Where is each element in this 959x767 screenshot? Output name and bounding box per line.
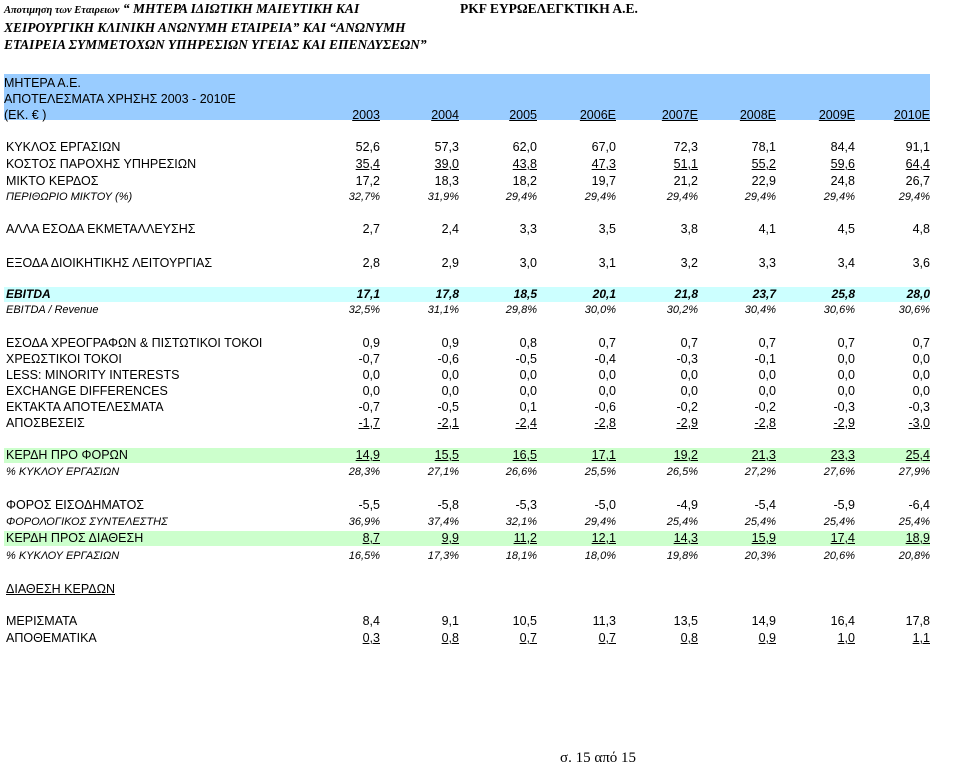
cell-value: 52,6 [355,140,380,154]
cell-value: 2,8 [362,256,380,270]
table-row [4,222,930,237]
cell-value: 0,0 [441,384,459,398]
cell-value: 37,4% [427,516,459,528]
cell-value: 17,8 [905,614,930,628]
cell-value: 12,1 [591,531,616,545]
header-line3: ΕΤΑΙΡΕΙΑ ΣΥΜΜΕΤΟΧΩΝ ΥΠΗΡΕΣΙΩΝ ΥΓΕΙΑΣ ΚΑΙ ΕΠΕΝΔΥΣΕΩΝ” [4,37,427,52]
cell-value: 30,4% [744,304,776,316]
cell-value: 3,0 [519,256,537,270]
table-row [4,174,930,189]
cell-value: 22,9 [751,174,776,188]
table-row [4,157,930,172]
cell-value: 72,3 [673,140,698,154]
cell-value: 20,6% [823,550,855,562]
cell-value: 0,9 [758,631,776,645]
table-row [4,400,930,415]
cell-value: 23,3 [830,448,855,462]
cell-value: 51,1 [673,157,698,171]
cell-value: 18,3 [434,174,459,188]
table-row [4,256,930,271]
year-header: 2010Ε [893,108,930,122]
row-label: ΑΛΛΑ ΕΣΟΔΑ ΕΚΜΕΤΑΛΛΕΥΣΗΣ [6,222,196,236]
row-label: ΔΙΑΘΕΣΗ ΚΕΡΔΩΝ [6,582,115,596]
cell-value: 47,3 [591,157,616,171]
cell-value: -5,4 [754,498,776,512]
cell-value: 26,6% [505,466,537,478]
cell-value: 8,7 [362,531,380,545]
cell-value: -0,7 [358,400,380,414]
cell-value: 0,0 [837,384,855,398]
cell-value: 0,9 [441,336,459,350]
cell-value: -5,8 [437,498,459,512]
cell-value: 59,6 [830,157,855,171]
row-label: ΠΕΡΙΘΩΡΙΟ ΜΙΚΤΟΥ (%) [6,191,133,203]
cell-value: 0,0 [912,368,930,382]
row-label: EXCHANGE DIFFERENCES [6,384,168,398]
cell-value: 15,9 [751,531,776,545]
cell-value: 25,4% [898,516,930,528]
cell-value: 27,1% [427,466,459,478]
cell-value: 29,4% [666,191,698,203]
cell-value: 2,9 [441,256,459,270]
row-label: EBITDA [6,287,51,301]
cell-value: 18,1% [505,550,537,562]
unit-label: (ΕΚ. € ) [4,108,47,122]
cell-value: 25,4% [823,516,855,528]
document-header [4,0,427,53]
cell-value: 27,9% [898,466,930,478]
cell-value: 11,2 [513,531,537,545]
cell-value: 16,4 [830,614,855,628]
cell-value: 0,8 [441,631,459,645]
cell-value: 0,7 [680,336,698,350]
cell-value: -6,4 [908,498,930,512]
cell-value: -0,4 [594,352,616,366]
cell-value: 14,3 [673,531,698,545]
header-line1a: Αποτιμηση των Εταιρειων [4,5,120,16]
cell-value: 25,4% [744,516,776,528]
cell-value: 18,5 [513,287,537,301]
cell-value: 0,8 [519,336,537,350]
table-row [4,336,930,351]
cell-value: 20,8% [898,550,930,562]
cell-value: 0,8 [680,631,698,645]
cell-value: 0,0 [758,368,776,382]
page-number: σ. 15 από 15 [560,750,637,766]
cell-value: 3,3 [758,256,776,270]
cell-value: 1,1 [912,631,930,645]
cell-value: -5,9 [833,498,855,512]
year-header: 2008Ε [739,108,776,122]
cell-value: 17,1 [356,287,380,301]
cell-value: 31,9% [427,191,459,203]
table-row [4,549,930,564]
cell-value: 62,0 [512,140,537,154]
row-label: LESS: MINORITY INTERESTS [6,368,180,382]
cell-value: 0,0 [837,352,855,366]
cell-value: 64,4 [905,157,930,171]
cell-value: 0,0 [912,384,930,398]
cell-value: 26,7 [905,174,930,188]
row-label: ΚΥΚΛΟΣ ΕΡΓΑΣΙΩΝ [6,140,121,154]
cell-value: 20,1 [592,287,616,301]
row-label: ΚΕΡΔΗ ΠΡΟ ΦΟΡΩΝ [6,448,128,462]
cell-value: -1,7 [358,416,380,430]
table-row [4,368,930,383]
cell-value: -0,2 [754,400,776,414]
cell-value: -0,7 [358,352,380,366]
cell-value: 18,2 [512,174,537,188]
cell-value: 67,0 [591,140,616,154]
cell-value: 0,3 [362,631,380,645]
row-label: ΚΟΣΤΟΣ ΠΑΡΟΧΗΣ ΥΠΗΡΕΣΙΩΝ [6,157,197,171]
cell-value: 29,4% [584,516,616,528]
cell-value: 2,4 [441,222,459,236]
row-label: ΕΣΟΔΑ ΧΡΕΟΓΡΑΦΩΝ & ΠΙΣΤΩΤΙΚΟΙ ΤΟΚΟΙ [6,336,263,350]
cell-value: -0,5 [515,352,537,366]
table-row [4,303,930,318]
cell-value: 11,3 [592,614,616,628]
cell-value: 27,2% [744,466,776,478]
cell-value: 19,7 [591,174,616,188]
cell-value: 19,2 [673,448,698,462]
cell-value: 21,8 [674,287,698,301]
cell-value: 17,4 [830,531,855,545]
cell-value: 30,6% [823,304,855,316]
cell-value: 25,4% [666,516,698,528]
cell-value: 14,9 [751,614,776,628]
cell-value: -0,5 [437,400,459,414]
table-row [4,352,930,367]
cell-value: 4,8 [912,222,930,236]
year-header: 2003 [352,108,380,122]
cell-value: 3,1 [598,256,616,270]
cell-value: 0,0 [680,384,698,398]
cell-value: 26,5% [666,466,698,478]
cell-value: 21,3 [751,448,776,462]
cell-value: 8,4 [362,614,380,628]
cell-value: 32,5% [348,304,380,316]
cell-value: 13,5 [673,614,698,628]
cell-value: 57,3 [434,140,459,154]
row-label: ΦΟΡΟΣ ΕΙΣΟΔΗΜΑΤΟΣ [6,498,145,512]
cell-value: 17,2 [355,174,380,188]
cell-value: 3,8 [680,222,698,236]
header-line1b: “ ΜΗΤΕΡΑ ΙΔΙΩΤΙΚΗ ΜΑΙΕΥΤΙΚΗ ΚΑΙ [119,1,360,16]
row-label: ΚΕΡΔΗ ΠΡΟΣ ΔΙΑΘΕΣΗ [6,531,144,545]
table-row [4,531,930,546]
cell-value: 2,7 [362,222,380,236]
row-label: ΑΠΟΘΕΜΑΤΙΚΑ [6,631,97,645]
cell-value: 0,7 [598,336,616,350]
cell-value: 19,8% [666,550,698,562]
cell-value: 28,3% [348,466,380,478]
year-header: 2005 [509,108,537,122]
cell-value: 39,0 [434,157,459,171]
cell-value: 0,7 [912,336,930,350]
row-label: ΧΡΕΩΣΤΙΚΟΙ ΤΟΚΟΙ [6,352,122,366]
row-label: % ΚΥΚΛΟΥ ΕΡΓΑΣΙΩΝ [6,466,120,478]
cell-value: -2,8 [594,416,616,430]
cell-value: 3,6 [912,256,930,270]
cell-value: 25,8 [831,287,855,301]
cell-value: 4,5 [837,222,855,236]
cell-value: 36,9% [348,516,380,528]
table-row [4,614,930,629]
cell-value: 30,6% [898,304,930,316]
table-row [4,416,930,431]
cell-value: 30,0% [584,304,616,316]
report-title: ΑΠΟΤΕΛΕΣΜΑΤΑ ΧΡΗΣΗΣ 2003 - 2010Ε [4,92,236,106]
cell-value: 0,0 [598,368,616,382]
cell-value: -0,3 [676,352,698,366]
cell-value: 55,2 [751,157,776,171]
company-name: ΜΗΤΕΡΑ Α.Ε. [4,76,81,90]
row-label: ΜΙΚΤΟ ΚΕΡΔΟΣ [6,174,99,188]
cell-value: -2,9 [676,416,698,430]
cell-value: 23,7 [752,287,776,301]
cell-value: 3,3 [519,222,537,236]
cell-value: 0,0 [362,368,380,382]
cell-value: 0,0 [837,368,855,382]
cell-value: -0,6 [437,352,459,366]
cell-value: 16,5% [348,550,380,562]
table-row [4,498,930,513]
cell-value: 21,2 [673,174,698,188]
row-label: ΕΚΤΑΚΤΑ ΑΠΟΤΕΛΕΣΜΑΤΑ [6,400,164,414]
cell-value: -2,9 [833,416,855,430]
cell-value: 29,4% [898,191,930,203]
cell-value: 0,9 [362,336,380,350]
cell-value: 14,9 [355,448,380,462]
cell-value: 0,0 [912,352,930,366]
cell-value: 29,8% [505,304,537,316]
cell-value: 84,4 [830,140,855,154]
cell-value: 0,0 [598,384,616,398]
row-label: % ΚΥΚΛΟΥ ΕΡΓΑΣΙΩΝ [6,550,120,562]
cell-value: 0,7 [598,631,616,645]
cell-value: 15,5 [434,448,459,462]
cell-value: -5,5 [358,498,380,512]
row-label: ΦΟΡΟΛΟΓΙΚΟΣ ΣΥΝΤΕΛΕΣΤΗΣ [6,516,168,528]
cell-value: 4,1 [758,222,776,236]
cell-value: 0,0 [441,368,459,382]
cell-value: 17,8 [435,287,459,301]
row-label: ΕΞΟΔΑ ΔΙΟΙΚΗΤΙΚΗΣ ΛΕΙΤΟΥΡΓΙΑΣ [6,256,213,270]
cell-value: 3,5 [598,222,616,236]
cell-value: 18,0% [584,550,616,562]
cell-value: 29,4% [744,191,776,203]
year-header: 2006Ε [579,108,616,122]
cell-value: 30,2% [666,304,698,316]
year-header: 2007Ε [661,108,698,122]
cell-value: 3,4 [837,256,855,270]
cell-value: 32,1% [505,516,537,528]
cell-value: 0,0 [519,384,537,398]
cell-value: 29,4% [584,191,616,203]
year-header: 2004 [431,108,459,122]
cell-value: -5,3 [515,498,537,512]
cell-value: 31,1% [427,304,459,316]
table-row [4,287,930,302]
table-row [4,448,930,463]
year-header: 2009Ε [818,108,855,122]
cell-value: 3,2 [680,256,698,270]
header-line2: ΧΕΙΡΟΥΡΓΙΚΗ ΚΛΙΝΙΚΗ ΑΝΩΝΥΜΗ ΕΤΑΙΡΕΙΑ” ΚΑΙ “ΑΝΩΝΥΜΗ [4,20,406,35]
cell-value: 0,0 [362,384,380,398]
cell-value: 10,5 [512,614,537,628]
cell-value: 17,3% [427,550,459,562]
row-label: EBITDA / Revenue [6,304,99,316]
cell-value: 91,1 [905,140,930,154]
cell-value: -2,1 [437,416,459,430]
table-row [4,465,930,480]
cell-value: -0,6 [594,400,616,414]
cell-value: 25,4 [905,448,930,462]
cell-value: 9,9 [441,531,459,545]
cell-value: 24,8 [830,174,855,188]
cell-value: 32,7% [348,191,380,203]
cell-value: 17,1 [591,448,616,462]
cell-value: -2,8 [754,416,776,430]
table-row [4,140,930,155]
cell-value: -5,0 [594,498,616,512]
cell-value: 20,3% [744,550,776,562]
table-row [4,582,930,597]
cell-value: 78,1 [751,140,776,154]
cell-value: 0,1 [519,400,537,414]
row-label: ΑΠΟΣΒΕΣΕΙΣ [6,416,85,430]
cell-value: 0,7 [519,631,537,645]
cell-value: 0,0 [758,384,776,398]
table-row [4,384,930,399]
cell-value: 18,9 [905,531,930,545]
cell-value: 25,5% [584,466,616,478]
row-label: ΜΕΡΙΣΜΑΤΑ [6,614,78,628]
cell-value: -3,0 [908,416,930,430]
cell-value: 16,5 [512,448,537,462]
cell-value: 0,7 [758,336,776,350]
cell-value: 0,0 [519,368,537,382]
cell-value: 0,7 [837,336,855,350]
cell-value: 35,4 [355,157,380,171]
cell-value: 28,0 [906,287,930,301]
cell-value: -0,2 [676,400,698,414]
cell-value: -2,4 [515,416,537,430]
header-firm: PKF ΕΥΡΩΕΛΕΓΚΤΙΚΗ Α.Ε. [460,1,638,16]
cell-value: -0,3 [833,400,855,414]
cell-value: 29,4% [823,191,855,203]
table-row [4,515,930,530]
table-row [4,631,930,646]
table-row [4,190,930,205]
cell-value: -0,1 [754,352,776,366]
cell-value: 29,4% [505,191,537,203]
cell-value: -0,3 [908,400,930,414]
cell-value: 27,6% [823,466,855,478]
cell-value: 43,8 [512,157,537,171]
cell-value: -4,9 [676,498,698,512]
cell-value: 1,0 [837,631,855,645]
cell-value: 9,1 [441,614,459,628]
cell-value: 0,0 [680,368,698,382]
